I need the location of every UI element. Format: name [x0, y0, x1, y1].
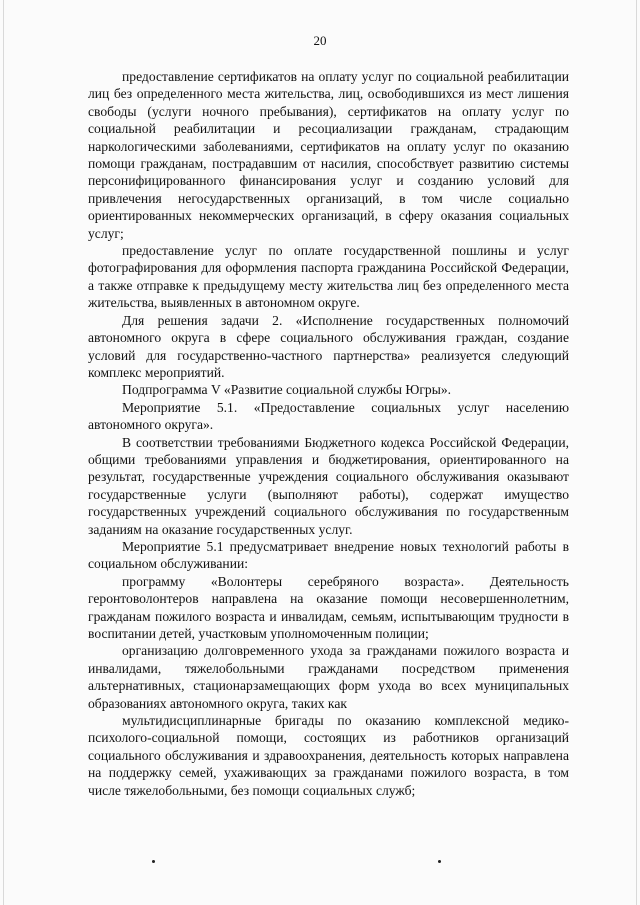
scan-edge-right — [636, 0, 637, 905]
scan-speck-left — [152, 860, 155, 863]
document-body — [88, 68, 569, 799]
paragraph-task-2: Для решения задачи 2. «Исполнение государственных полномочий автономного округа в сфере социального обслуживания граждан, создание условий для государственно-частного партнерства» реализуется следующий комплекс мероприятий. — [88, 312, 569, 380]
paragraph-long-term-care: организацию долговременного ухода за гражданами пожилого возраста и инвалидами, тяжелобольными гражданами посредством применения альтернативных, стационарзамещающих форм ухода во всех муниципальных образованиях автономного округа, таких как — [88, 643, 569, 711]
paragraph-passport-services: предоставление услуг по оплате государственной пошлины и услуг фотографирования для оформления паспорта гражданина Российской Федерации, а также отправке к предыдущему месту жительства лиц без определенного места жительства, выявленных в автономном округе. — [88, 243, 569, 311]
paragraph-measure-5-1-technologies: Мероприятие 5.1 предусматривает внедрение новых технологий работы в социальном обслуживании: — [88, 538, 569, 572]
paragraph-budget-code: В соответствии требованиями Бюджетного кодекса Российской Федерации, общими требованиями управления и бюджетирования, ориентированного на результат, государственные учреждения социального обслуживания оказывают государственные услуги (выполняют работы), содержат имущество государственных учреждений социального обслуживания по государственным заданиям на оказание государственных услуг. — [88, 434, 569, 537]
page-number: 20 — [313, 33, 327, 48]
scan-speck-right — [438, 860, 441, 863]
paragraph-silver-volunteers: программу «Волонтеры серебряного возраста». Деятельность геронтоволонтеров направлена на оказание помощи несовершеннолетним, гражданам пожилого возраста и инвалидам, семьям, испытывающим трудности в воспитании детей, участковым уполномоченным полиции; — [88, 573, 569, 641]
paragraph-measure-5-1-title: Мероприятие 5.1. «Предоставление социальных услуг населению автономного округа». — [88, 399, 569, 433]
scan-edge-left — [3, 0, 4, 905]
paragraph-certificates: предоставление сертификатов на оплату услуг по социальной реабилитации лиц без определенного места жительства, лиц, освободившихся из мест лишения свободы (услуги ночного пребывания), сертификатов на оплату услуг по социальной реабилитации и ресоциализации гражданам, страдающим наркологическими заболеваниями, сертификатов на оплату услуг по оказанию помощи гражданам, пострадавшим от насилия, способствует развитию системы персонифицированного финансирования услуг и созданию условий для привлечения негосударственных организаций, в том числе социально ориентированных некоммерческих организаций, в сферу оказания социальных услуг; — [88, 69, 569, 241]
paragraph-subprogram-v: Подпрограмма V «Развитие социальной службы Югры». — [122, 382, 452, 398]
paragraph-multidisciplinary-teams: мультидисциплинарные бригады по оказанию комплексной медико-психолого-социальной помощи, состоящих из работников организаций социального обслуживания и здравоохранения, деятельность которых направлена на поддержку семей, ухаживающих за гражданами пожилого возраста, в том числе тяжелобольными, без помощи социальных служб; — [88, 713, 569, 798]
